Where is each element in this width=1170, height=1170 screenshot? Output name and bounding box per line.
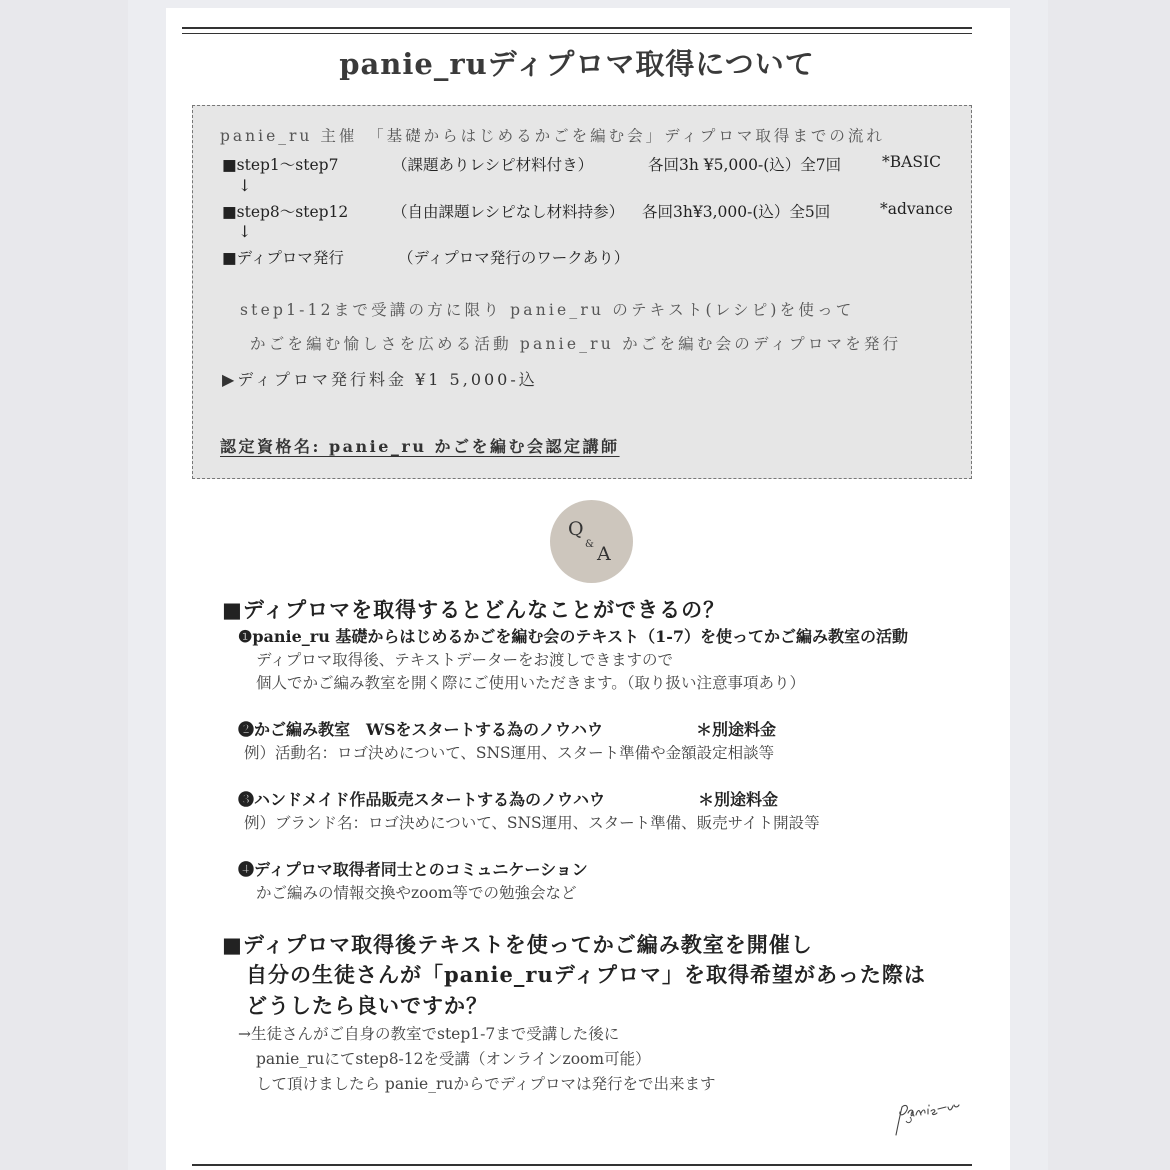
step-name: ■step8〜step12 bbox=[222, 203, 349, 221]
step-desc: （課題ありレシピ材料付き） bbox=[392, 156, 594, 174]
question-heading: 自分の生徒さんが「panie_ruディプロマ」を取得希望があった際は bbox=[246, 962, 926, 987]
top-rule-thin bbox=[182, 33, 972, 34]
answer-item-title: ❷かご編み教室 WSをスタートする為のノウハウ bbox=[238, 720, 604, 739]
down-arrow-icon: ↓ bbox=[238, 222, 252, 241]
signature-logo bbox=[888, 1085, 968, 1145]
answer-line: →生徒さんがご自身の教室でstep1-7まで受講した後に bbox=[238, 1025, 620, 1043]
qa-badge-amp: & bbox=[585, 539, 594, 550]
answer-item-line: ディプロマ取得後、テキストデーターをお渡しできますので bbox=[256, 651, 673, 669]
step-level: *advance bbox=[880, 200, 953, 218]
step-fee: 各回3h¥3,000-(込）全5回 bbox=[642, 203, 831, 221]
down-arrow-icon: ↓ bbox=[238, 176, 252, 195]
qa-badge-q: Q bbox=[568, 518, 584, 540]
bottom-rule bbox=[192, 1164, 972, 1166]
diploma-fee: ▶ディプロマ発行料金 ¥1 5,000-込 bbox=[222, 370, 538, 389]
answer-item-line: 例）ブランド名：ロゴ決めについて、SNS運用、スタート準備、販売サイト開設等 bbox=[244, 814, 820, 832]
question-heading: どうしたら良いですか？ bbox=[246, 993, 488, 1018]
answer-item-title: ❸ハンドメイド作品販売スタートする為のノウハウ bbox=[238, 790, 606, 809]
flow-paragraph-line: step1-12まで受講の方に限り panie_ru のテキスト(レシピ)を使って bbox=[240, 301, 855, 319]
top-rule-thick bbox=[182, 27, 972, 29]
answer-item-line: 個人でかご編み教室を開く際にご使用いただきます。（取り扱い注意事項あり） bbox=[256, 674, 806, 692]
answer-item-note: ＊別途料金 bbox=[698, 790, 779, 809]
answer-item-line: 例）活動名：ロゴ決めについて、SNS運用、スタート準備や金額設定相談等 bbox=[244, 744, 775, 762]
question-heading: ■ディプロマを取得するとどんなことができるの？ bbox=[222, 597, 726, 622]
answer-item-title: ❶panie_ru 基礎からはじめるかごを編む会のテキスト（1-7）を使ってかご編み教室の活動 bbox=[238, 627, 909, 646]
step-name: ■step1〜step7 bbox=[222, 156, 339, 174]
flow-paragraph-line: かごを編む愉しさを広める活動 panie_ru かごを編む会のディプロマを発行 bbox=[250, 335, 902, 353]
answer-item-note: ＊別途料金 bbox=[696, 720, 777, 739]
step-desc: （ディプロマ発行のワークあり） bbox=[398, 249, 630, 267]
answer-line: panie_ruにてstep8-12を受講（オンラインzoom可能） bbox=[256, 1050, 651, 1068]
step-fee: 各回3h ¥5,000-(込）全7回 bbox=[648, 156, 842, 174]
question-heading: ■ディプロマ取得後テキストを使ってかご編み教室を開催し bbox=[222, 932, 813, 957]
answer-item-line: かご編みの情報交換やzoom等での勉強会など bbox=[256, 884, 577, 902]
certification-name: 認定資格名: panie_ru かごを編む会認定講師 bbox=[220, 437, 620, 456]
answer-line: して頂けましたら panie_ruからでディプロマは発行をで出来ます bbox=[256, 1075, 716, 1093]
qa-badge-a: A bbox=[597, 543, 611, 565]
flow-header: panie_ru 主催 「基礎からはじめるかごを編む会」ディプロマ取得までの流れ bbox=[220, 127, 885, 145]
answer-item-title: ❹ディプロマ取得者同士とのコミュニケーション bbox=[238, 860, 588, 879]
page-title: panie_ruディプロマ取得について bbox=[339, 47, 815, 81]
step-level: *BASIC bbox=[882, 153, 941, 171]
step-desc: （自由課題レシピなし材料持参） bbox=[392, 203, 625, 221]
step-name: ■ディプロマ発行 bbox=[222, 249, 344, 267]
